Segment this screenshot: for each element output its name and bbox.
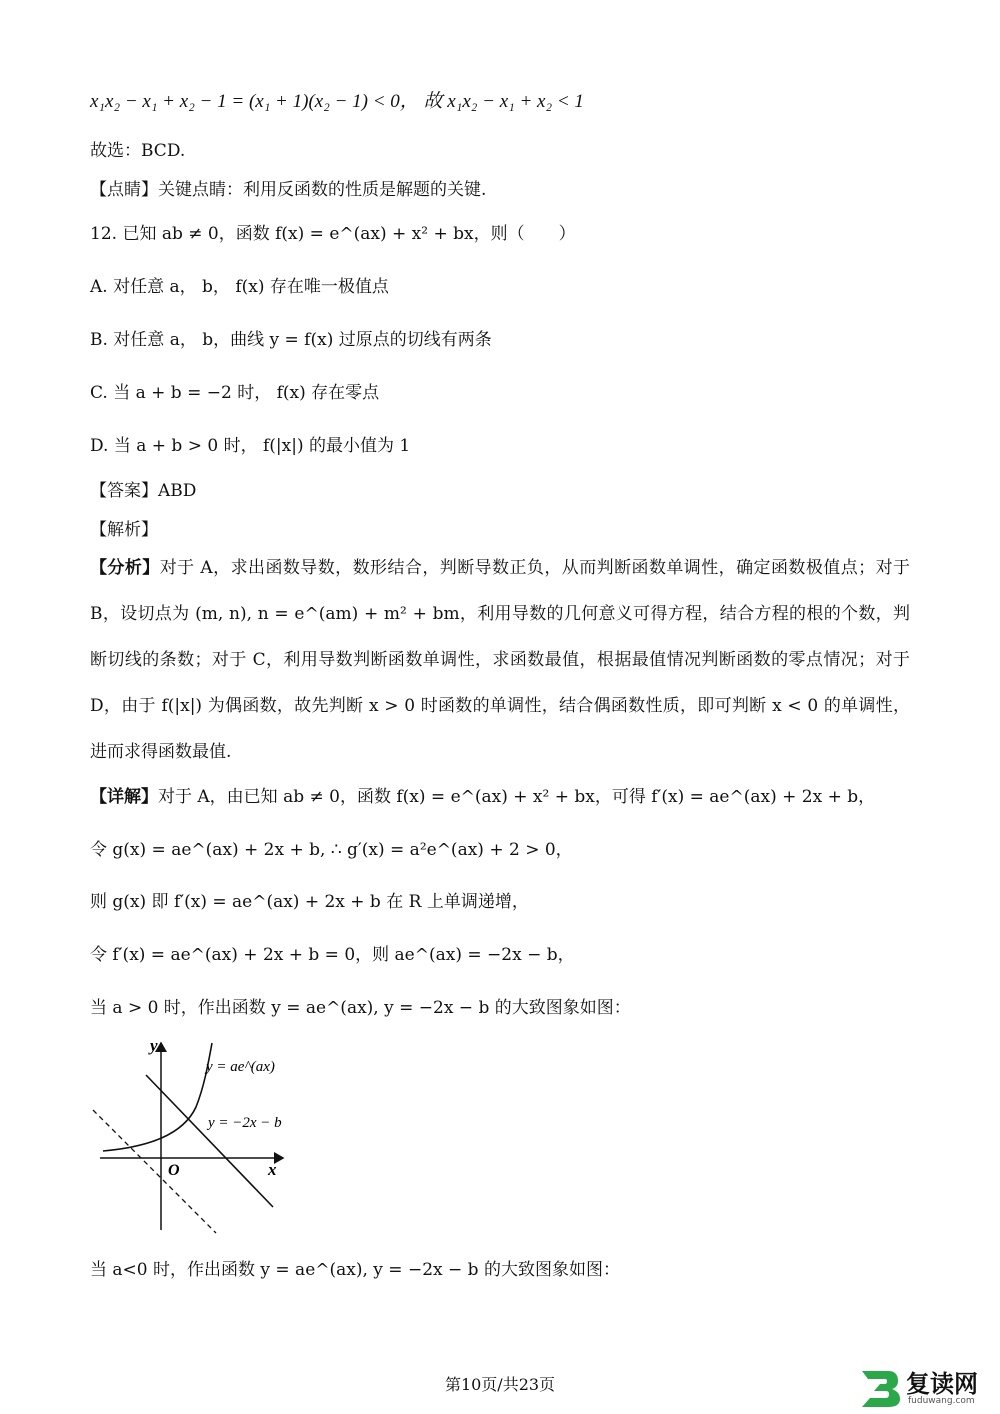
option-c: C. 当 a + b = −2 时， f(x) 存在零点 bbox=[90, 383, 380, 403]
logo-url: fuduwang.com bbox=[908, 1396, 975, 1406]
detail-2: 令 g(x) = ae^(ax) + 2x + b, ∴ g′(x) = a²e^(ax) + 2 > 0， bbox=[90, 840, 573, 860]
detail-tag: 【详解】 bbox=[90, 787, 158, 807]
x-label: x bbox=[268, 1160, 277, 1179]
line-label: y = −2x − b bbox=[208, 1115, 282, 1131]
option-b: B. 对任意 a， b，曲线 y = f(x) 过原点的切线有两条 bbox=[90, 330, 492, 350]
line-3: 【点睛】关键点睛：利用反函数的性质是解题的关键. bbox=[90, 180, 487, 200]
analysis-text: 对于 A，求出函数导数，数形结合，判断导数正负，从而判断函数单调性，确定函数极值点；对于 B，设切点为 (m, n), n = e^(am) + m² + bm，利用导数的几何意义可得方程，结合方程的根的个数，判断切线的条数；对于 C，利用导数判断函数单调性，求函数最值，根据最值情况判断函数的零点情况；对于 D，由于 f(|x|) 为偶函数，故先判断 x > 0 时函数的单调性，结合偶函数性质，即可判断 x < 0 的单调性，进而求得函数最值. bbox=[90, 558, 910, 762]
page-footer: 第10页/共23页 bbox=[444, 1375, 556, 1394]
detail-4: 令 f′(x) = ae^(ax) + 2x + b = 0，则 ae^(ax) = −2x − b， bbox=[90, 945, 575, 965]
line-solid bbox=[146, 1075, 273, 1207]
function-graph bbox=[88, 1035, 293, 1240]
y-label: y bbox=[150, 1036, 158, 1055]
exponential-curve bbox=[103, 1043, 212, 1151]
option-d: D. 当 a + b > 0 时， f(|x|) 的最小值为 1 bbox=[90, 436, 411, 456]
analysis-tag: 【分析】 bbox=[90, 558, 160, 578]
detail-3: 则 g(x) 即 f′(x) = ae^(ax) + 2x + b 在 R 上单调递增， bbox=[90, 892, 529, 912]
detail-5: 当 a > 0 时，作出函数 y = ae^(ax), y = −2x − b 的大致图象如图： bbox=[90, 998, 631, 1018]
option-a: A. 对任意 a， b， f(x) 存在唯一极值点 bbox=[90, 277, 389, 297]
line-1: x₁x₂ − x₁ + x₂ − 1 = (x₁ + 1)(x₂ − 1) < 0， 故 x₁x₂ − x₁ + x₂ < 1 bbox=[90, 91, 584, 112]
analysis-heading: 【解析】 bbox=[90, 520, 158, 540]
detail-6: 当 a<0 时，作出函数 y = ae^(ax), y = −2x − b 的大致图象如图： bbox=[90, 1260, 620, 1280]
question-12: 12. 已知 ab ≠ 0，函数 f(x) = e^(ax) + x² + bx，则（ ） bbox=[90, 224, 576, 244]
logo-name: 复读网 bbox=[906, 1370, 978, 1398]
detail-1: 【详解】对于 A，由已知 ab ≠ 0，函数 f(x) = e^(ax) + x² + bx，可得 f′(x) = ae^(ax) + 2x + b， bbox=[90, 787, 876, 807]
logo-icon bbox=[858, 1365, 902, 1409]
origin-label: O bbox=[168, 1162, 180, 1179]
line-2: 故选：BCD. bbox=[90, 141, 186, 161]
answer: 【答案】ABD bbox=[90, 481, 197, 501]
analysis-paragraph bbox=[90, 545, 910, 775]
site-logo bbox=[858, 1362, 1000, 1414]
curve-label: y = ae^(ax) bbox=[206, 1059, 275, 1075]
